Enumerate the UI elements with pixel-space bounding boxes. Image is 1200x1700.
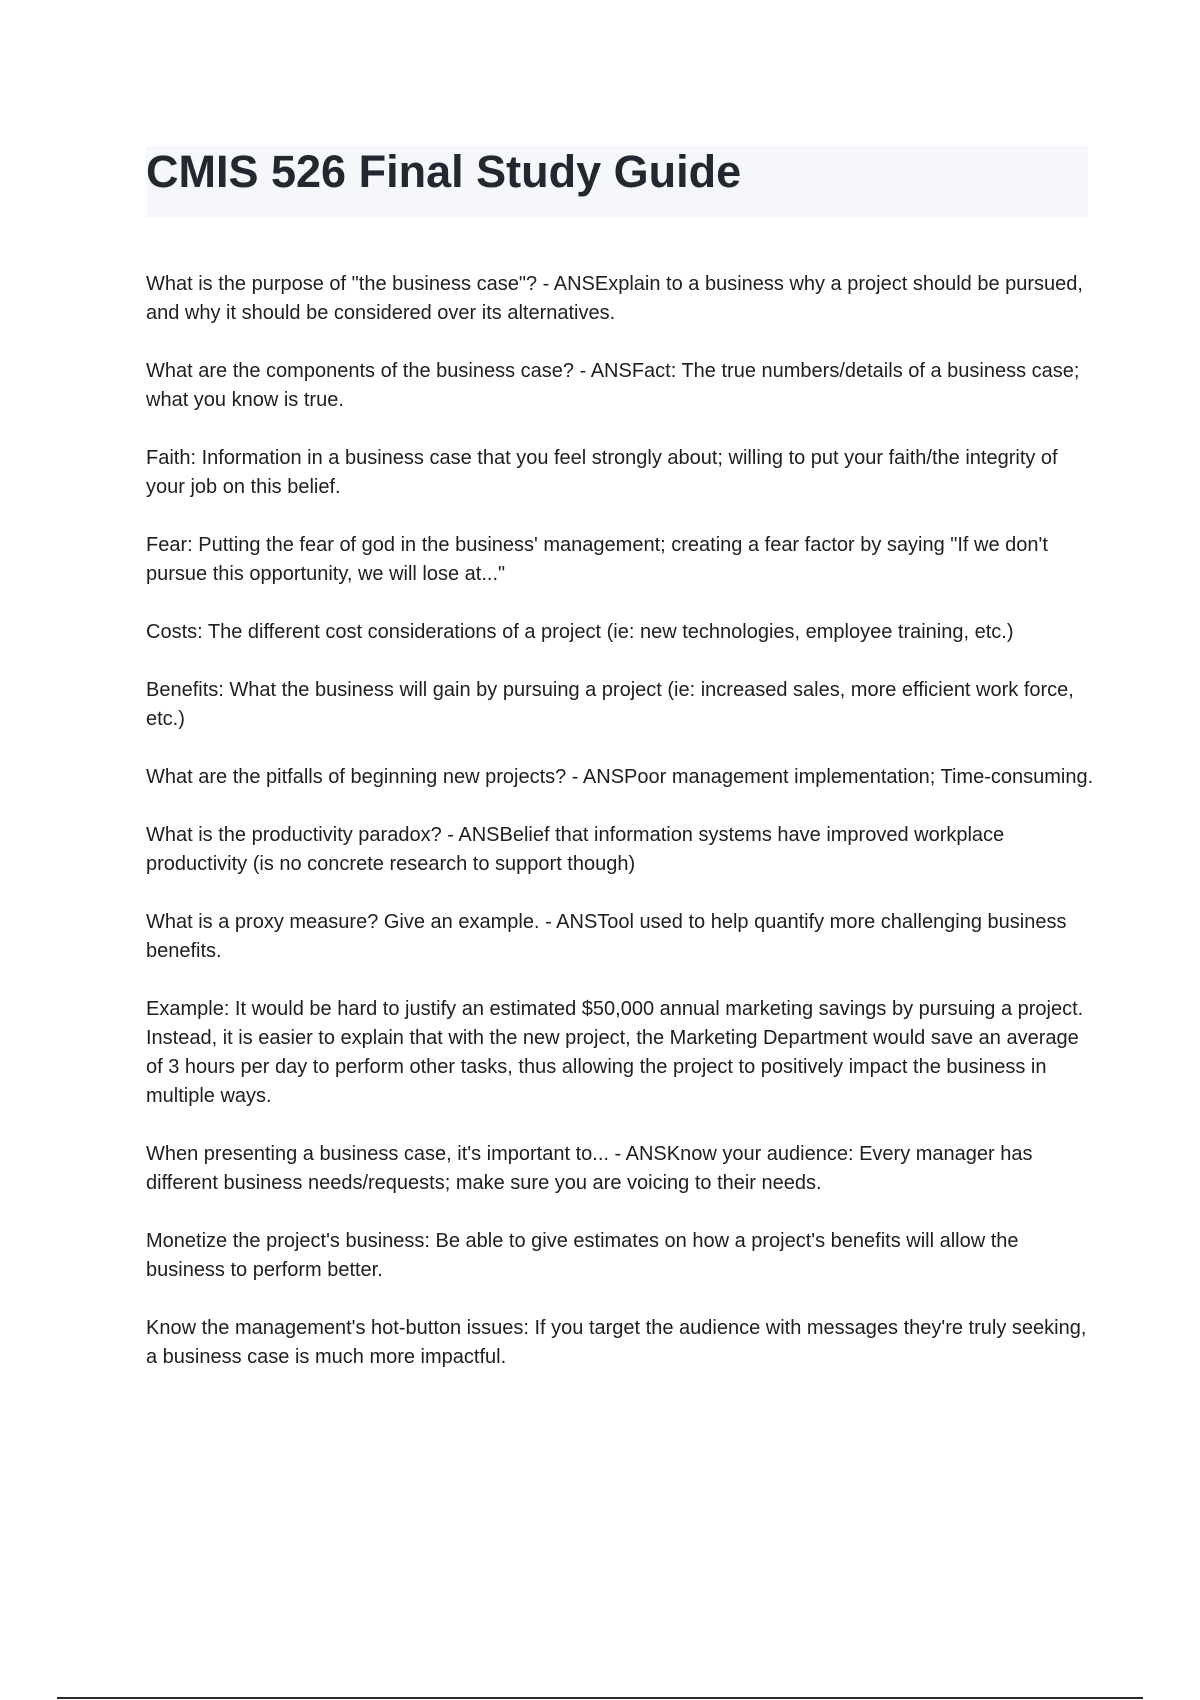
paragraph-benefits: Benefits: What the business will gain by pursuing a project (ie: increased sales, more efficient work force, etc.) — [146, 679, 1074, 730]
paragraph-proxy-measure: What is a proxy measure? Give an example. - ANSTool used to help quantify more challenging business benefits. — [146, 911, 1067, 962]
paragraph-hot-button-issues: Know the management's hot-button issues: If you target the audience with messages they're truly seeking, a business case is much more impactful. — [146, 1317, 1087, 1368]
paragraph-business-case-components: What are the components of the business case? - ANSFact: The true numbers/details of a business case; what you know is true. — [146, 360, 1080, 411]
document-title: CMIS 526 Final Study Guide — [146, 146, 742, 197]
document-body — [146, 270, 1096, 1401]
paragraph-costs: Costs: The different cost considerations of a project (ie: new technologies, employee training, etc.) — [146, 621, 1014, 643]
paragraph-know-audience: When presenting a business case, it's important to... - ANSKnow your audience: Every manager has different business needs/requests; make sure you are voicing to their needs. — [146, 1143, 1033, 1194]
paragraph-productivity-paradox: What is the productivity paradox? - ANSBelief that information systems have improved workplace productivity (is no concrete research to support though) — [146, 824, 1005, 875]
paragraph-proxy-example: Example: It would be hard to justify an estimated $50,000 annual marketing savings by pursuing a project. Instead, it is easier to explain that with the new project, the Marketing Department would save an average of 3 hours per day to perform other tasks, thus allowing the project to positively impact the business in multiple ways. — [146, 998, 1084, 1107]
paragraph-monetize: Monetize the project's business: Be able to give estimates on how a project's benefits will allow the business to perform better. — [146, 1230, 1019, 1281]
page-bottom-divider — [57, 1697, 1143, 1699]
paragraph-business-case-purpose: What is the purpose of "the business case"? - ANSExplain to a business why a project should be pursued, and why it should be considered over its alternatives. — [146, 273, 1083, 324]
paragraph-fear: Fear: Putting the fear of god in the business' management; creating a fear factor by saying "If we don't pursue this opportunity, we will lose at..." — [146, 534, 1048, 585]
paragraph-faith: Faith: Information in a business case that you feel strongly about; willing to put your faith/the integrity of your job on this belief. — [146, 447, 1058, 498]
paragraph-pitfalls: What are the pitfalls of beginning new projects? - ANSPoor management implementation; Time-consuming. — [146, 766, 1094, 788]
